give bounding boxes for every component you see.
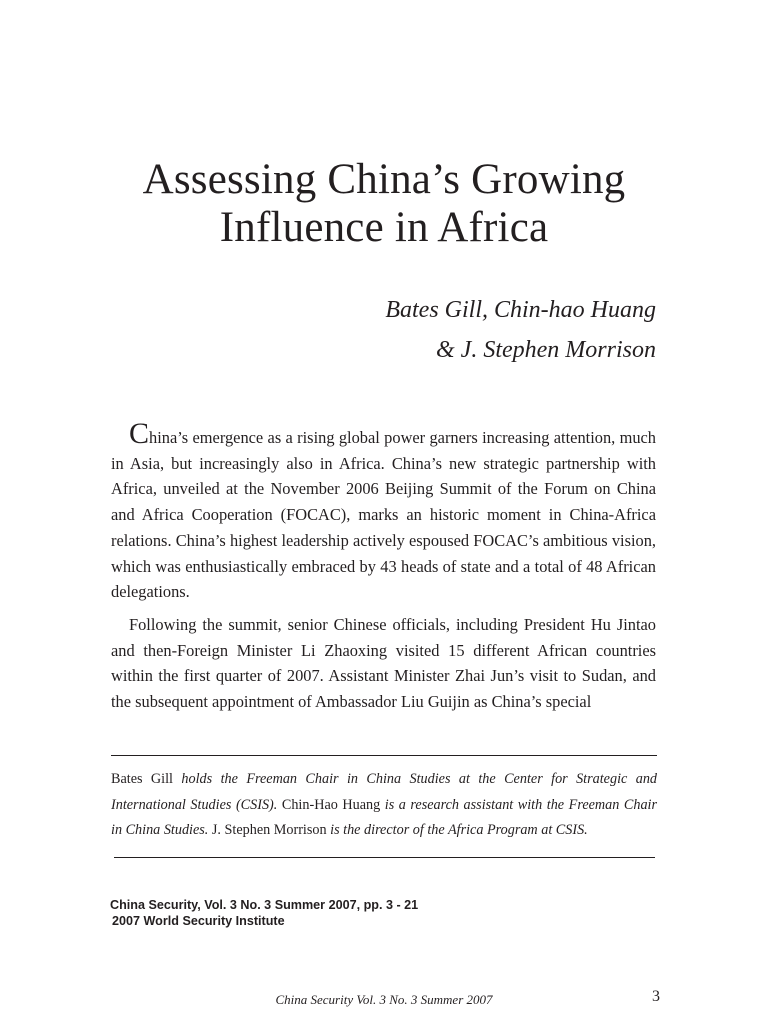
author-byline <box>156 290 656 370</box>
body-paragraph-1 <box>111 417 656 605</box>
authors-line-1: Bates Gill, Chin-hao Huang <box>385 297 656 323</box>
running-footer: China Security Vol. 3 No. 3 Summer 2007 <box>275 992 493 1007</box>
footnote-divider-bottom <box>114 857 655 858</box>
title-line-1: Assessing China’s Growing <box>142 156 626 203</box>
page-number: 3 <box>652 988 660 1005</box>
article-title <box>60 156 708 252</box>
footnote-author-2: Chin-Hao Huang <box>277 796 381 813</box>
body-paragraph-1-text: hina’s emergence as a rising global power garners increasing attention, much in Asia, but increasingly also in Africa. China’s new strategic partnership with Africa, unveiled at the November 2006 Beijing Summit of the Forum on China and Africa Cooperation (FOCAC), marks an historic moment in China-Africa relations. China’s highest leadership actively espoused FOCAC’s ambitious vision, which was enthusiastically embraced by 43 heads of state and a total of 48 African delegations. <box>111 428 656 602</box>
body-paragraph-2: Following the summit, senior Chinese officials, including President Hu Jintao and then-Foreign Minister Li Zhaoxing visited 15 different African countries within the first quarter of 2007. Assistant Minister Zhai Jun’s visit to Sudan, and the subsequent appointment of Ambassador Liu Guijin as China’s special <box>111 614 656 712</box>
footnote-role-3: is the director of the Africa Program at CSIS. <box>326 822 588 839</box>
drop-cap: C <box>129 417 150 450</box>
author-footnote <box>111 767 657 844</box>
authors-line-2: & J. Stephen Morrison <box>436 337 656 363</box>
citation-block <box>110 897 418 929</box>
footnote-author-1: Bates Gill <box>111 771 174 787</box>
citation-line-2: 2007 World Security Institute <box>112 914 285 928</box>
footnote-divider-top <box>111 755 657 756</box>
footnote-role-2: is a research assistant with the Freeman Chair in China Studies. <box>111 796 658 839</box>
citation-line-1: China Security, Vol. 3 No. 3 Summer 2007, pp. 3 - 21 <box>110 898 419 912</box>
article-body <box>111 417 656 712</box>
footnote-author-3: J. Stephen Morrison <box>208 822 327 839</box>
footnote-role-1: holds the Freeman Chair in China Studies at the Center for Strategic and International Studies (CSIS). <box>111 771 658 813</box>
title-line-2: Influence in Africa <box>219 204 549 251</box>
